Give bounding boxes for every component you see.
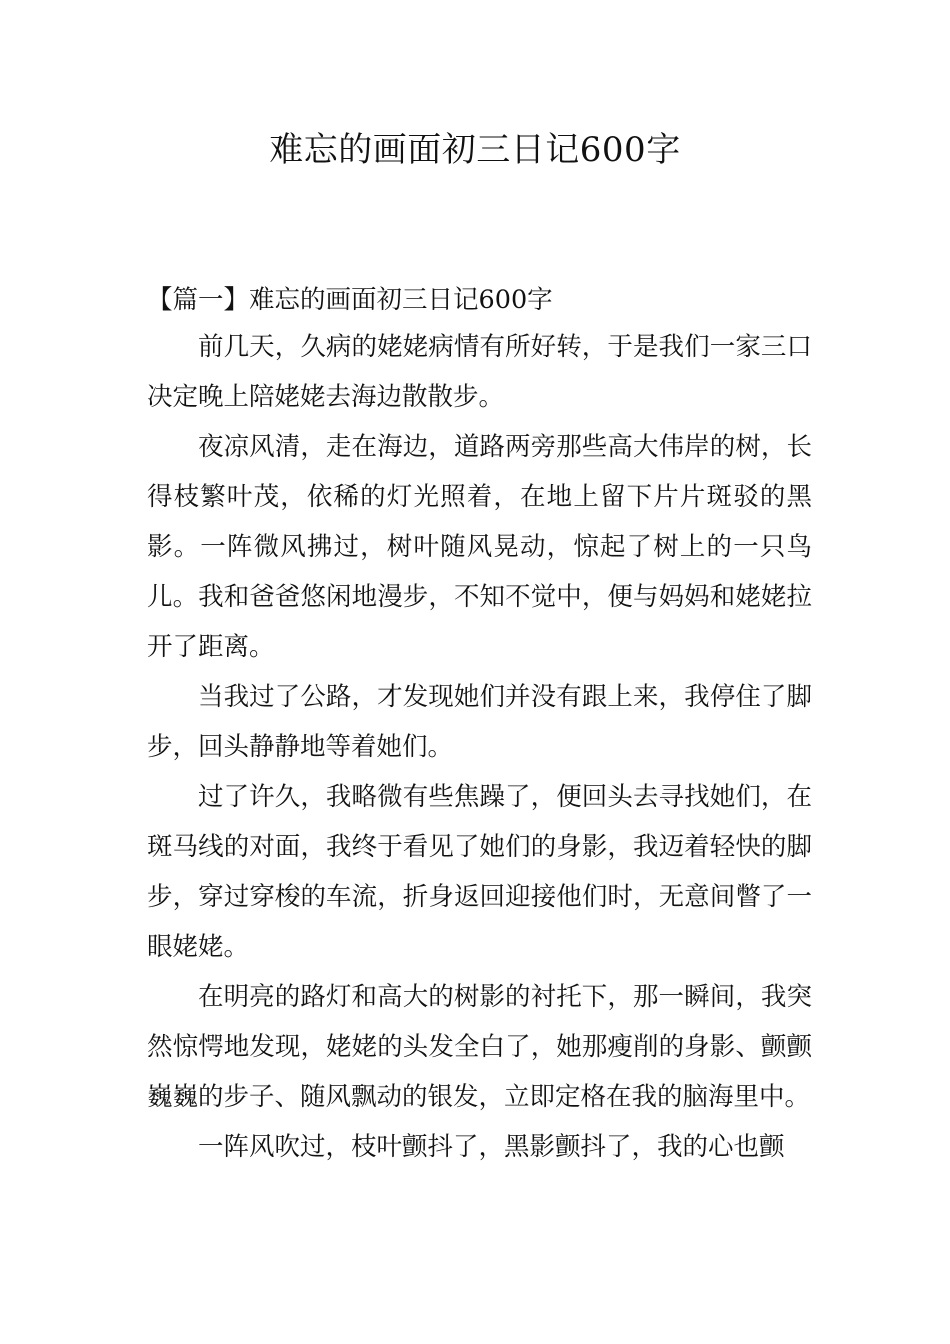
document-title: 难忘的画面初三日记600字 bbox=[269, 130, 681, 170]
paragraph-3: 当我过了公路，才发现她们并没有跟上来，我停住了脚步，回头静静地等着她们。 bbox=[147, 682, 812, 762]
paragraph-4: 过了许久，我略微有些焦躁了，便回头去寻找她们，在斑马线的对面，我终于看见了她们的身影，我迈着轻快的脚步，穿过穿梭的车流，折身返回迎接他们时，无意间瞥了一眼姥姥。 bbox=[147, 782, 812, 962]
paragraph-1: 前几天，久病的姥姥病情有所好转，于是我们一家三口决定晚上陪姥姥去海边散散步。 bbox=[147, 332, 812, 412]
section-heading: 【篇一】难忘的画面初三日记600字 bbox=[147, 285, 553, 315]
paragraph-2: 夜凉风清，走在海边，道路两旁那些高大伟岸的树，长得枝繁叶茂，依稀的灯光照着，在地上留下片片斑驳的黑影。一阵微风拂过，树叶随风晃动，惊起了树上的一只鸟儿。我和爸爸悠闲地漫步，不知不觉中，便与妈妈和姥姥拉开了距离。 bbox=[147, 432, 812, 662]
paragraph-6: 一阵风吹过，枝叶颤抖了，黑影颤抖了，我的心也颤 bbox=[198, 1132, 785, 1162]
document-body bbox=[147, 280, 812, 1172]
paragraph-5: 在明亮的路灯和高大的树影的衬托下，那一瞬间，我突然惊愕地发现，姥姥的头发全白了，她那瘦削的身影、颤颤巍巍的步子、随风飘动的银发，立即定格在我的脑海里中。 bbox=[147, 982, 812, 1112]
